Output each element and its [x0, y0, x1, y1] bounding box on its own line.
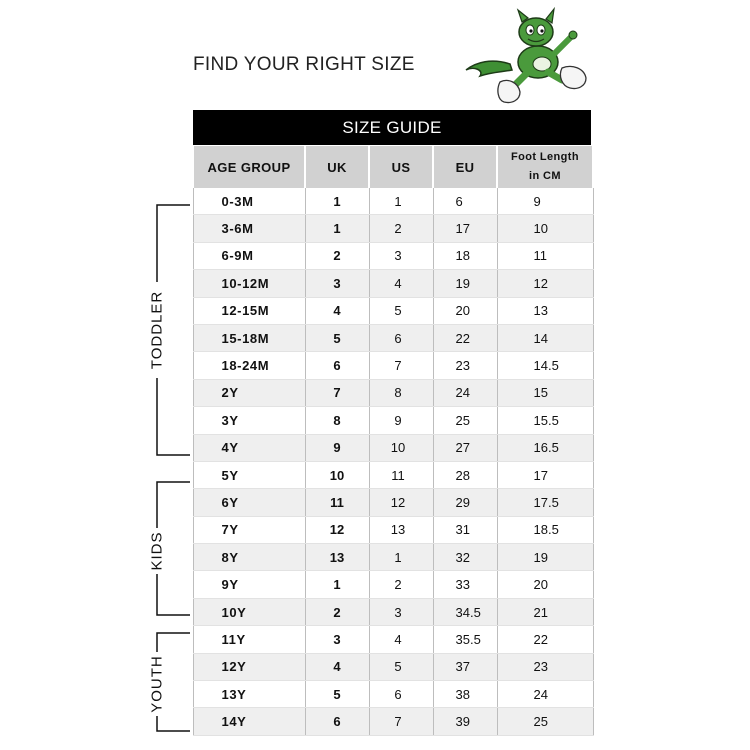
- table-row: [193, 544, 593, 571]
- cell-age-group: 12-15M: [193, 297, 305, 324]
- cell-age-group: 8Y: [193, 544, 305, 571]
- cell-age-group: 5Y: [193, 461, 305, 488]
- cell-age-group: 10Y: [193, 598, 305, 625]
- cell-eu: 17: [433, 215, 497, 242]
- header-foot-length: [497, 146, 593, 188]
- cell-age-group: 6Y: [193, 489, 305, 516]
- cell-foot-length: 15.5: [497, 407, 593, 434]
- cell-foot-length: 10: [497, 215, 593, 242]
- cell-uk: 1: [305, 188, 369, 215]
- cell-us: 1: [369, 544, 433, 571]
- table-row: [193, 215, 593, 242]
- header-uk: UK: [305, 146, 369, 188]
- header-age-group: AGE GROUP: [193, 146, 305, 188]
- cell-foot-length: 17: [497, 461, 593, 488]
- cell-eu: 28: [433, 461, 497, 488]
- cell-us: 5: [369, 653, 433, 680]
- cell-uk: 9: [305, 434, 369, 461]
- group-label-youth: YOUTH: [148, 655, 166, 713]
- cell-us: 7: [369, 708, 433, 735]
- table-row: [193, 434, 593, 461]
- cell-foot-length: 13: [497, 297, 593, 324]
- cell-uk: 12: [305, 516, 369, 543]
- cell-foot-length: 21: [497, 598, 593, 625]
- cell-uk: 4: [305, 653, 369, 680]
- cell-age-group: 0-3M: [193, 188, 305, 215]
- cell-us: 12: [369, 489, 433, 516]
- table-row: [193, 681, 593, 708]
- cell-eu: 22: [433, 324, 497, 351]
- cell-age-group: 10-12M: [193, 270, 305, 297]
- cell-eu: 19: [433, 270, 497, 297]
- header-foot-length-line2: in CM: [529, 170, 561, 182]
- group-label-toddler: TODDLER: [148, 290, 166, 370]
- table-row: [193, 708, 593, 735]
- cell-foot-length: 18.5: [497, 516, 593, 543]
- cell-eu: 20: [433, 297, 497, 324]
- toddler-bracket: [157, 205, 190, 282]
- header-eu: EU: [433, 146, 497, 188]
- cell-us: 6: [369, 324, 433, 351]
- cell-uk: 2: [305, 598, 369, 625]
- table-row: [193, 297, 593, 324]
- cell-uk: 8: [305, 407, 369, 434]
- cell-us: 4: [369, 626, 433, 653]
- cell-uk: 3: [305, 270, 369, 297]
- cell-foot-length: 17.5: [497, 489, 593, 516]
- cell-us: 5: [369, 297, 433, 324]
- cell-foot-length: 16.5: [497, 434, 593, 461]
- table-row: [193, 461, 593, 488]
- cell-age-group: 3-6M: [193, 215, 305, 242]
- youth-bracket: [157, 633, 190, 652]
- cell-us: 3: [369, 598, 433, 625]
- cell-uk: 11: [305, 489, 369, 516]
- cell-uk: 1: [305, 215, 369, 242]
- cell-foot-length: 11: [497, 242, 593, 269]
- toddler-bracket-lower: [157, 378, 190, 455]
- cell-age-group: 13Y: [193, 681, 305, 708]
- cell-foot-length: 20: [497, 571, 593, 598]
- cell-us: 11: [369, 461, 433, 488]
- cell-uk: 4: [305, 297, 369, 324]
- cell-eu: 38: [433, 681, 497, 708]
- cell-us: 1: [369, 188, 433, 215]
- cell-eu: 34.5: [433, 598, 497, 625]
- cell-eu: 39: [433, 708, 497, 735]
- cell-age-group: 15-18M: [193, 324, 305, 351]
- table-row: [193, 598, 593, 625]
- cell-age-group: 2Y: [193, 379, 305, 406]
- cell-eu: 32: [433, 544, 497, 571]
- cell-age-group: 7Y: [193, 516, 305, 543]
- cell-us: 10: [369, 434, 433, 461]
- table-row: [193, 379, 593, 406]
- cell-eu: 18: [433, 242, 497, 269]
- table-row: [193, 653, 593, 680]
- table-row: [193, 242, 593, 269]
- cell-us: 2: [369, 215, 433, 242]
- cell-uk: 1: [305, 571, 369, 598]
- green-cartoon-cat-running-icon: [462, 6, 594, 108]
- cell-uk: 6: [305, 708, 369, 735]
- cell-eu: 24: [433, 379, 497, 406]
- cell-eu: 35.5: [433, 626, 497, 653]
- table-row: [193, 352, 593, 379]
- cell-us: 3: [369, 242, 433, 269]
- cell-eu: 27: [433, 434, 497, 461]
- cell-age-group: 4Y: [193, 434, 305, 461]
- cell-age-group: 6-9M: [193, 242, 305, 269]
- cell-eu: 37: [433, 653, 497, 680]
- cell-age-group: 9Y: [193, 571, 305, 598]
- table-row: [193, 407, 593, 434]
- group-label-kids: KIDS: [148, 531, 166, 571]
- cell-uk: 5: [305, 324, 369, 351]
- cell-eu: 6: [433, 188, 497, 215]
- cell-foot-length: 25: [497, 708, 593, 735]
- cell-uk: 2: [305, 242, 369, 269]
- cell-foot-length: 19: [497, 544, 593, 571]
- table-row: [193, 324, 593, 351]
- cell-us: 9: [369, 407, 433, 434]
- table-row: [193, 188, 593, 215]
- size-guide-table: [192, 146, 594, 736]
- cell-foot-length: 14.5: [497, 352, 593, 379]
- cell-eu: 23: [433, 352, 497, 379]
- cell-us: 7: [369, 352, 433, 379]
- cell-eu: 25: [433, 407, 497, 434]
- cell-foot-length: 9: [497, 188, 593, 215]
- cell-foot-length: 12: [497, 270, 593, 297]
- table-row: [193, 516, 593, 543]
- cell-us: 13: [369, 516, 433, 543]
- cell-foot-length: 15: [497, 379, 593, 406]
- cell-uk: 7: [305, 379, 369, 406]
- cell-eu: 33: [433, 571, 497, 598]
- cell-age-group: 3Y: [193, 407, 305, 434]
- youth-bracket-lower: [157, 716, 190, 731]
- header-foot-length-line1: Foot Length: [511, 151, 579, 163]
- kids-bracket-lower: [157, 574, 190, 615]
- cell-age-group: 18-24M: [193, 352, 305, 379]
- cell-eu: 31: [433, 516, 497, 543]
- table-row: [193, 571, 593, 598]
- cell-foot-length: 14: [497, 324, 593, 351]
- table-row: [193, 270, 593, 297]
- cell-foot-length: 23: [497, 653, 593, 680]
- table-row: [193, 626, 593, 653]
- cell-foot-length: 22: [497, 626, 593, 653]
- cell-uk: 5: [305, 681, 369, 708]
- size-guide-banner: SIZE GUIDE: [193, 110, 591, 145]
- cell-us: 4: [369, 270, 433, 297]
- cell-uk: 6: [305, 352, 369, 379]
- kids-bracket: [157, 482, 190, 528]
- cell-uk: 13: [305, 544, 369, 571]
- cell-uk: 3: [305, 626, 369, 653]
- cell-uk: 10: [305, 461, 369, 488]
- table-row: [193, 489, 593, 516]
- header-us: US: [369, 146, 433, 188]
- cell-age-group: 14Y: [193, 708, 305, 735]
- cell-age-group: 12Y: [193, 653, 305, 680]
- table-header-row: [193, 146, 593, 188]
- cell-foot-length: 24: [497, 681, 593, 708]
- cell-eu: 29: [433, 489, 497, 516]
- cell-age-group: 11Y: [193, 626, 305, 653]
- cell-us: 2: [369, 571, 433, 598]
- page-title: FIND YOUR RIGHT SIZE: [193, 54, 415, 75]
- cell-us: 6: [369, 681, 433, 708]
- cell-us: 8: [369, 379, 433, 406]
